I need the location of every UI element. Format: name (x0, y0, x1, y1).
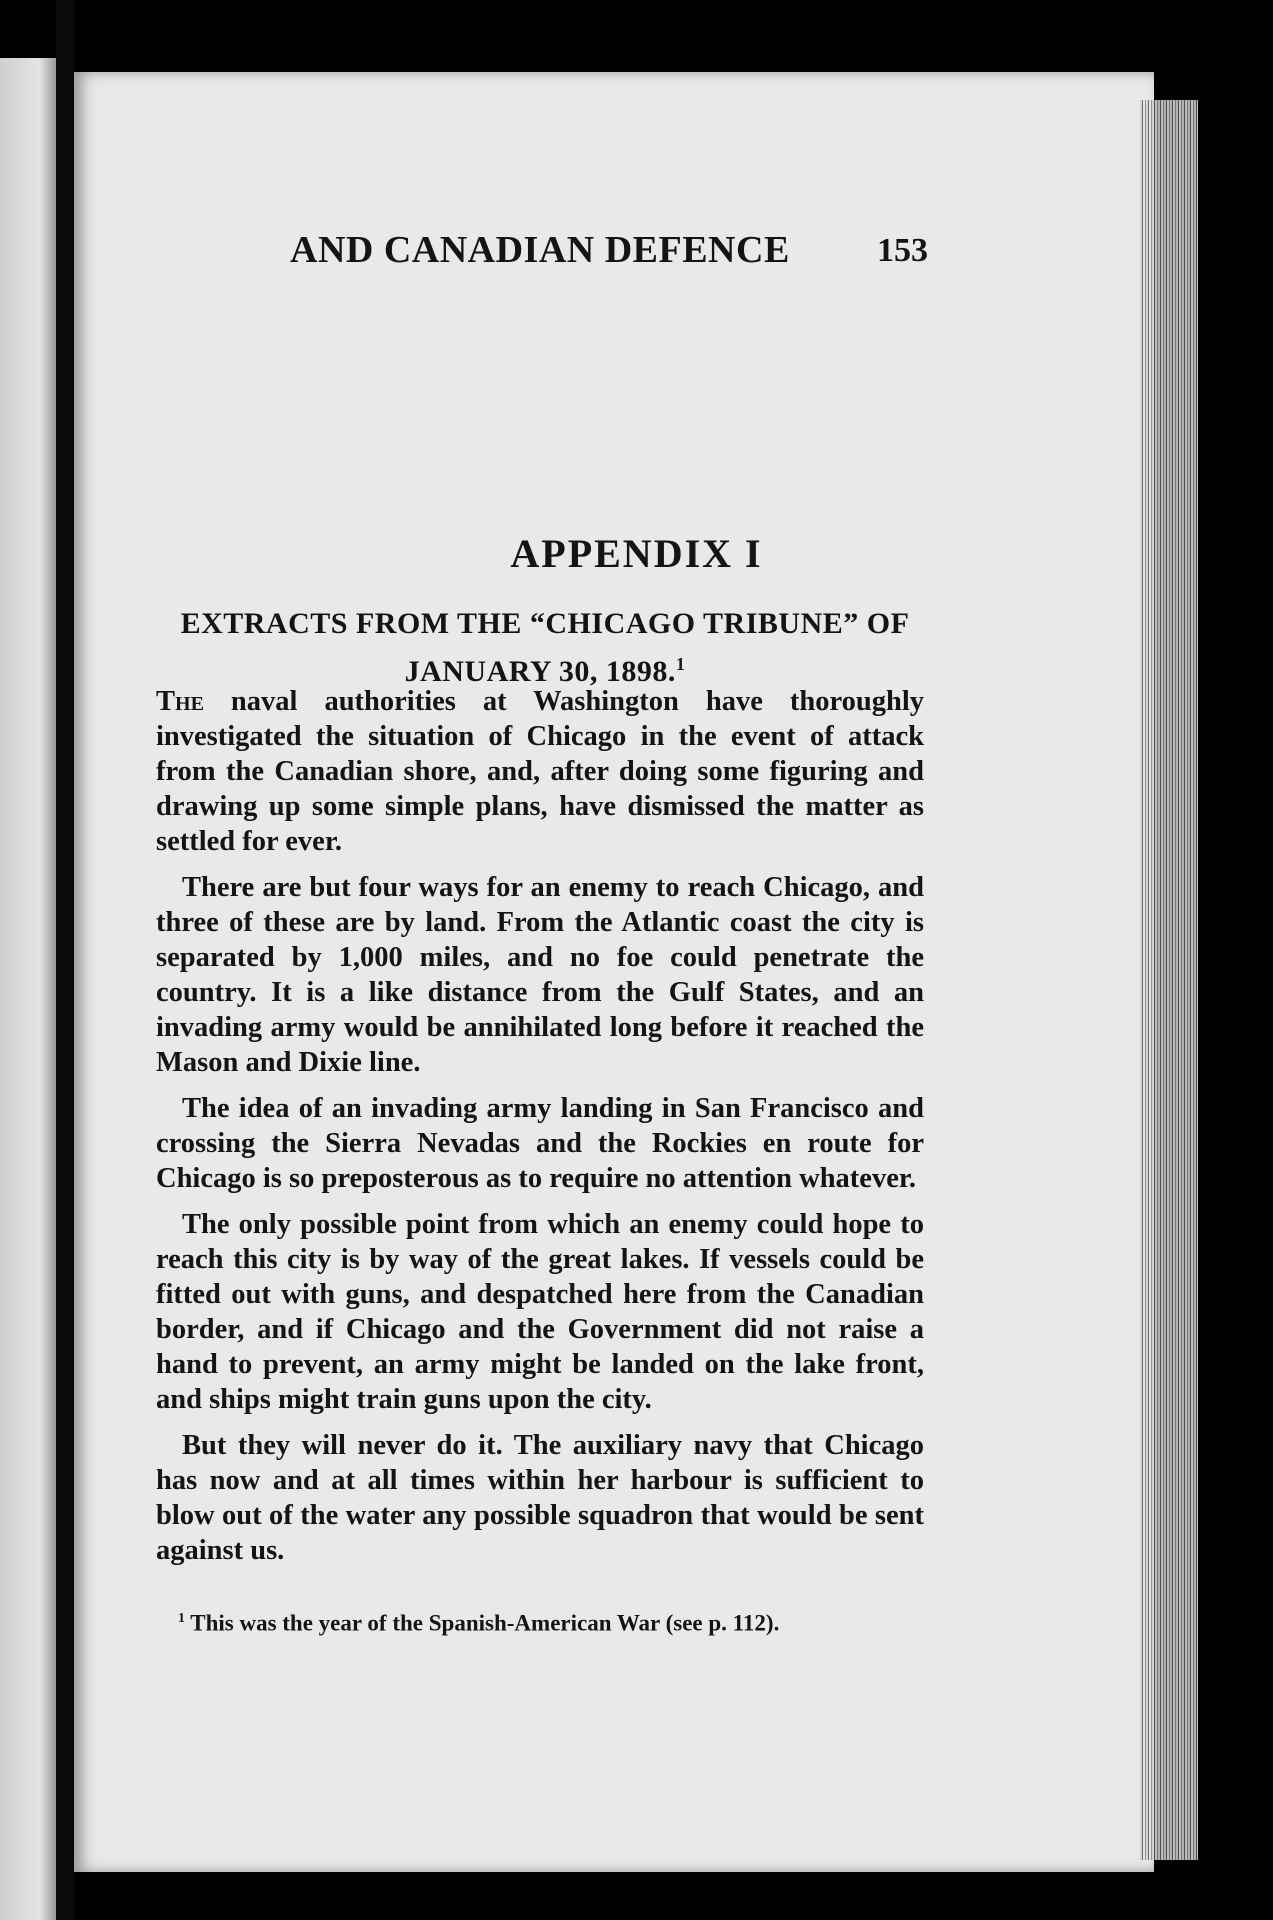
paragraph-3: The idea of an invading army landing in San Francisco and crossing the Sierra Nevadas and the Rockies en route for Chicago is so preposterous as to require no attention whatever. (156, 1093, 924, 1194)
appendix-subtitle (150, 604, 940, 692)
paragraph-1 (156, 684, 924, 859)
footnote (178, 1604, 938, 1638)
facing-page-edge (0, 58, 56, 1920)
paragraph-4: The only possible point from which an enemy could hope to reach this city is by way of the great lakes. If vessels could be fitted out with guns, and despatched here from the Canadian border, and if Chicago and the Government did not raise a hand to prevent, an army might be landed on the lake front, and ships might train guns upon the city. (156, 1209, 924, 1415)
appendix-title: APPENDIX I (510, 531, 763, 576)
book-gutter (56, 0, 74, 1920)
page-stack-edges (1140, 100, 1198, 1860)
page-number: 153 (877, 232, 928, 269)
footnote-reference: 1 (675, 654, 686, 674)
footnote-marker: 1 (178, 1610, 185, 1625)
subtitle-date: JANUARY 30, 1898. (404, 655, 676, 688)
paragraph-1-text: naval authorities at Washington have thoroughly investigated the situation of Chicago in the event of attack from the Canadian shore, and, after doing some figuring and drawing up some simple plans, have dismissed the matter as settled for ever. (156, 686, 924, 857)
subtitle-line-1: EXTRACTS FROM THE “CHICAGO TRIBUNE” OF (180, 607, 910, 640)
running-header: AND CANADIAN DEFENCE (290, 229, 790, 271)
footnote-text: This was the year of the Spanish-American War (see p. 112). (184, 1610, 780, 1636)
paragraph-1-lead: The (156, 686, 204, 717)
paragraph-5: But they will never do it. The auxiliary navy that Chicago has now and at all times within her harbour is sufficient to blow out of the water any possible squadron that would be sent against us. (156, 1430, 924, 1566)
paragraph-2: There are but four ways for an enemy to reach Chicago, and three of these are by land. From the Atlantic coast the city is separated by 1,000 miles, and no foe could penetrate the country. It is a like distance from the Gulf States, and an invading army would be annihilated long before it reached the Mason and Dixie line. (156, 872, 924, 1078)
body-text (156, 684, 924, 1579)
